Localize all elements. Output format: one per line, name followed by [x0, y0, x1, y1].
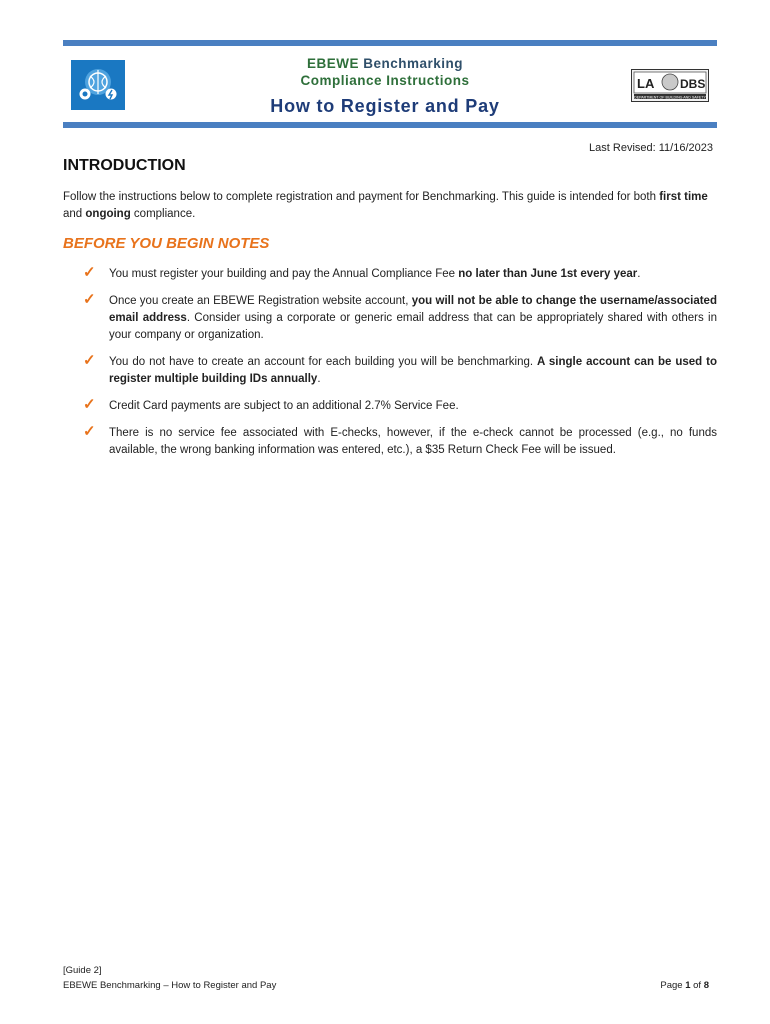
last-revised: Last Revised: 11/16/2023: [589, 142, 713, 154]
footer-left: [63, 963, 276, 993]
checkmark-icon: ✓: [83, 396, 96, 413]
before-you-begin-heading: BEFORE YOU BEGIN NOTES: [63, 235, 270, 252]
introduction-heading: INTRODUCTION: [63, 157, 186, 174]
note-item: ✓ Credit Card payments are subject to an additional 2.7% Service Fee.: [83, 396, 459, 413]
note-item: ✓ You do not have to create an account for each building you will be benchmarking. A single account can be used to register multiple building IDs annually.: [83, 352, 718, 385]
page-title: How to Register and Pay: [270, 96, 500, 116]
checkmark-icon: ✓: [83, 264, 96, 281]
checkmark-icon: ✓: [83, 352, 96, 369]
ongoing-emphasis: ongoing: [85, 208, 131, 220]
introduction-paragraph: Follow the instructions below to complete registration and payment for Benchmarking. This guide is intended for both first time and ongoing compliance.: [63, 191, 708, 220]
checkmark-icon: ✓: [83, 291, 96, 308]
svg-text:DEPARTMENT OF BUILDING AND SAF: DEPARTMENT OF BUILDING AND SAFETY: [634, 95, 706, 100]
svg-text:LA: LA: [637, 76, 655, 91]
header-line-1: [0, 56, 770, 71]
checkmark-icon: ✓: [83, 423, 96, 440]
header-line-2: Compliance Instructions: [300, 73, 470, 88]
header-rule-top: [63, 40, 717, 46]
header-ebewe-word: EBEWE: [306, 56, 359, 71]
footer-guide-label: [Guide 2]: [63, 965, 102, 976]
note-item: ✓ Once you create an EBEWE Registration website account, you will not be able to change the username/associated email address. Consider using a corporate or generic email address that can be appropriately shared with others in your company or organization.: [83, 291, 717, 341]
header-rule-bottom: [63, 122, 717, 128]
notes-list: [63, 266, 717, 459]
note-item: ✓ You must register your building and pay the Annual Compliance Fee no later than June 1st every year.: [83, 264, 641, 281]
page-number: Page 1 of 8: [660, 980, 709, 991]
first-time-emphasis: first time: [659, 191, 708, 203]
note-item: ✓ There is no service fee associated with E-checks, however, if the e-check cannot be processed (e.g., no funds available, the wrong banking information was entered, etc.), a $35 Return Check Fee will be issued.: [83, 423, 717, 456]
footer-doc-title: EBEWE Benchmarking – How to Register and Pay: [63, 980, 277, 991]
svg-text:DBS: DBS: [680, 77, 706, 91]
header-benchmarking-word: Benchmarking: [363, 56, 464, 71]
